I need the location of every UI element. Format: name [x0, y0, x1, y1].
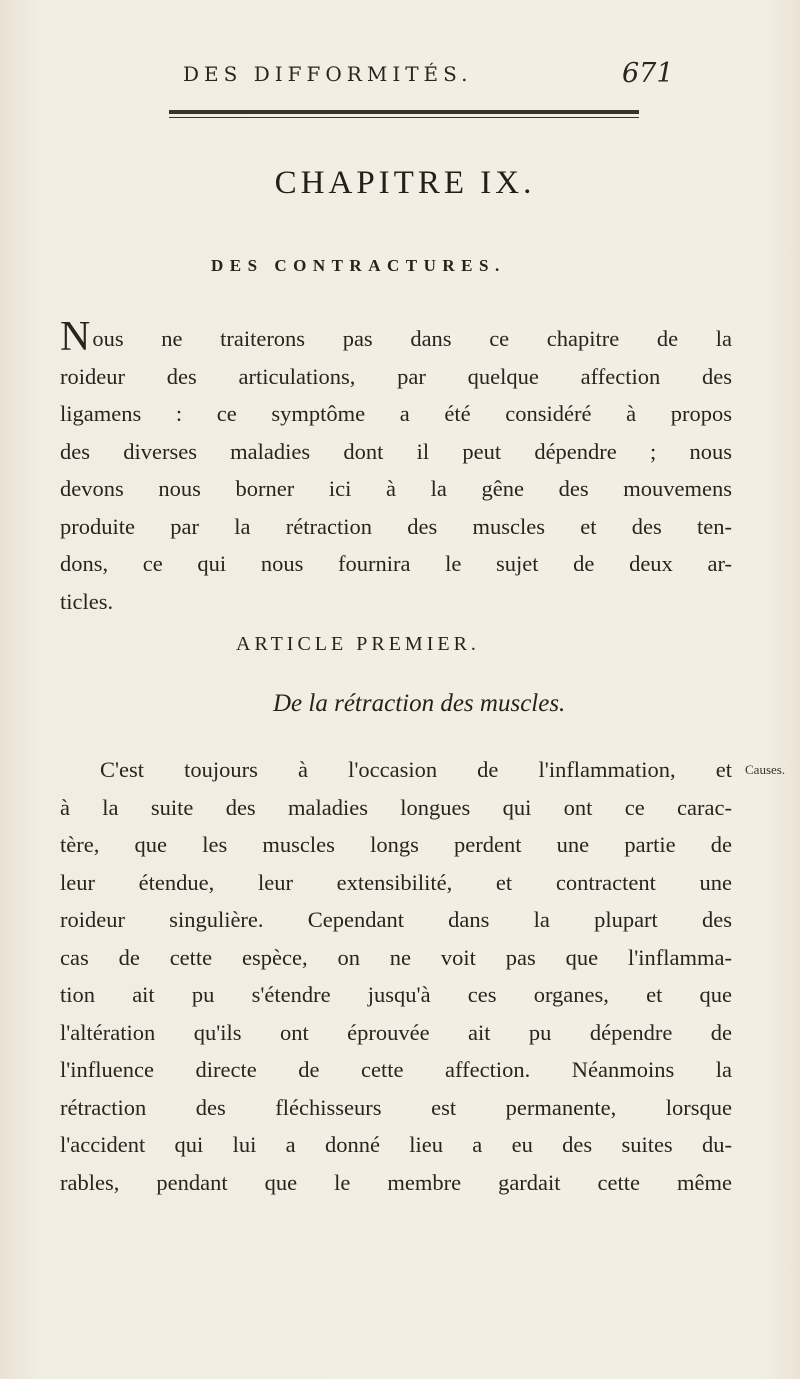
article-line: rables, pendant que le membre gardait cette même — [60, 1169, 732, 1195]
running-title: DES DIFFORMITÉS. — [183, 62, 473, 86]
intro-line: produite par la rétraction des muscles et des ten- — [60, 513, 732, 539]
article-line: l'altération qu'ils ont éprouvée ait pu dépendre de — [60, 1019, 732, 1045]
article-subtitle: De la rétraction des muscles. — [273, 690, 566, 717]
article-line: à la suite des maladies longues qui ont ce carac- — [60, 794, 732, 820]
article-heading: ARTICLE PREMIER. — [236, 633, 480, 655]
article-line: tère, que les muscles longs perdent une partie de — [60, 832, 732, 857]
chapter-title: CHAPITRE IX. — [274, 165, 536, 201]
article-line: l'influence directe de cette affection. Néanmoins la — [60, 1057, 732, 1082]
article-line: l'accident qui lui a donné lieu a eu des suites du- — [60, 1132, 732, 1157]
page-number: 671 — [622, 58, 674, 89]
intro-line-text: ous ne traiterons pas dans ce chapitre de la — [92, 326, 732, 351]
intro-line — [60, 314, 732, 360]
intro-line: roideur des articulations, par quelque affection des — [60, 363, 732, 389]
article-line: cas de cette espèce, on ne voit pas que l'inflamma- — [60, 944, 732, 970]
running-head — [0, 58, 800, 98]
intro-line: ticles. — [60, 588, 114, 614]
article-line: leur étendue, leur extensibilité, et contractent une — [60, 869, 732, 895]
intro-line: dons, ce qui nous fournira le sujet de deux ar- — [60, 551, 732, 576]
chapter-subtitle: DES CONTRACTURES. — [211, 256, 506, 275]
article-line: rétraction des fléchisseurs est permanente, lorsque — [60, 1094, 732, 1120]
article-paragraph — [60, 751, 732, 1201]
header-rule-thick — [169, 110, 639, 114]
intro-line: des diverses maladies dont il peut dépendre ; nous — [60, 438, 732, 464]
drop-cap: N — [60, 314, 91, 360]
intro-line: ligamens : ce symptôme a été considéré à propos — [60, 401, 732, 426]
margin-note: Causes. — [745, 762, 786, 777]
intro-line: devons nous borner ici à la gêne des mouvemens — [60, 476, 732, 501]
article-line: roideur singulière. Cependant dans la plupart des — [60, 907, 732, 932]
article-line: C'est toujours à l'occasion de l'inflammation, et — [100, 757, 732, 782]
intro-paragraph — [60, 314, 732, 620]
article-line: tion ait pu s'étendre jusqu'à ces organes, et que — [60, 982, 732, 1007]
header-rule-thin — [169, 117, 639, 118]
